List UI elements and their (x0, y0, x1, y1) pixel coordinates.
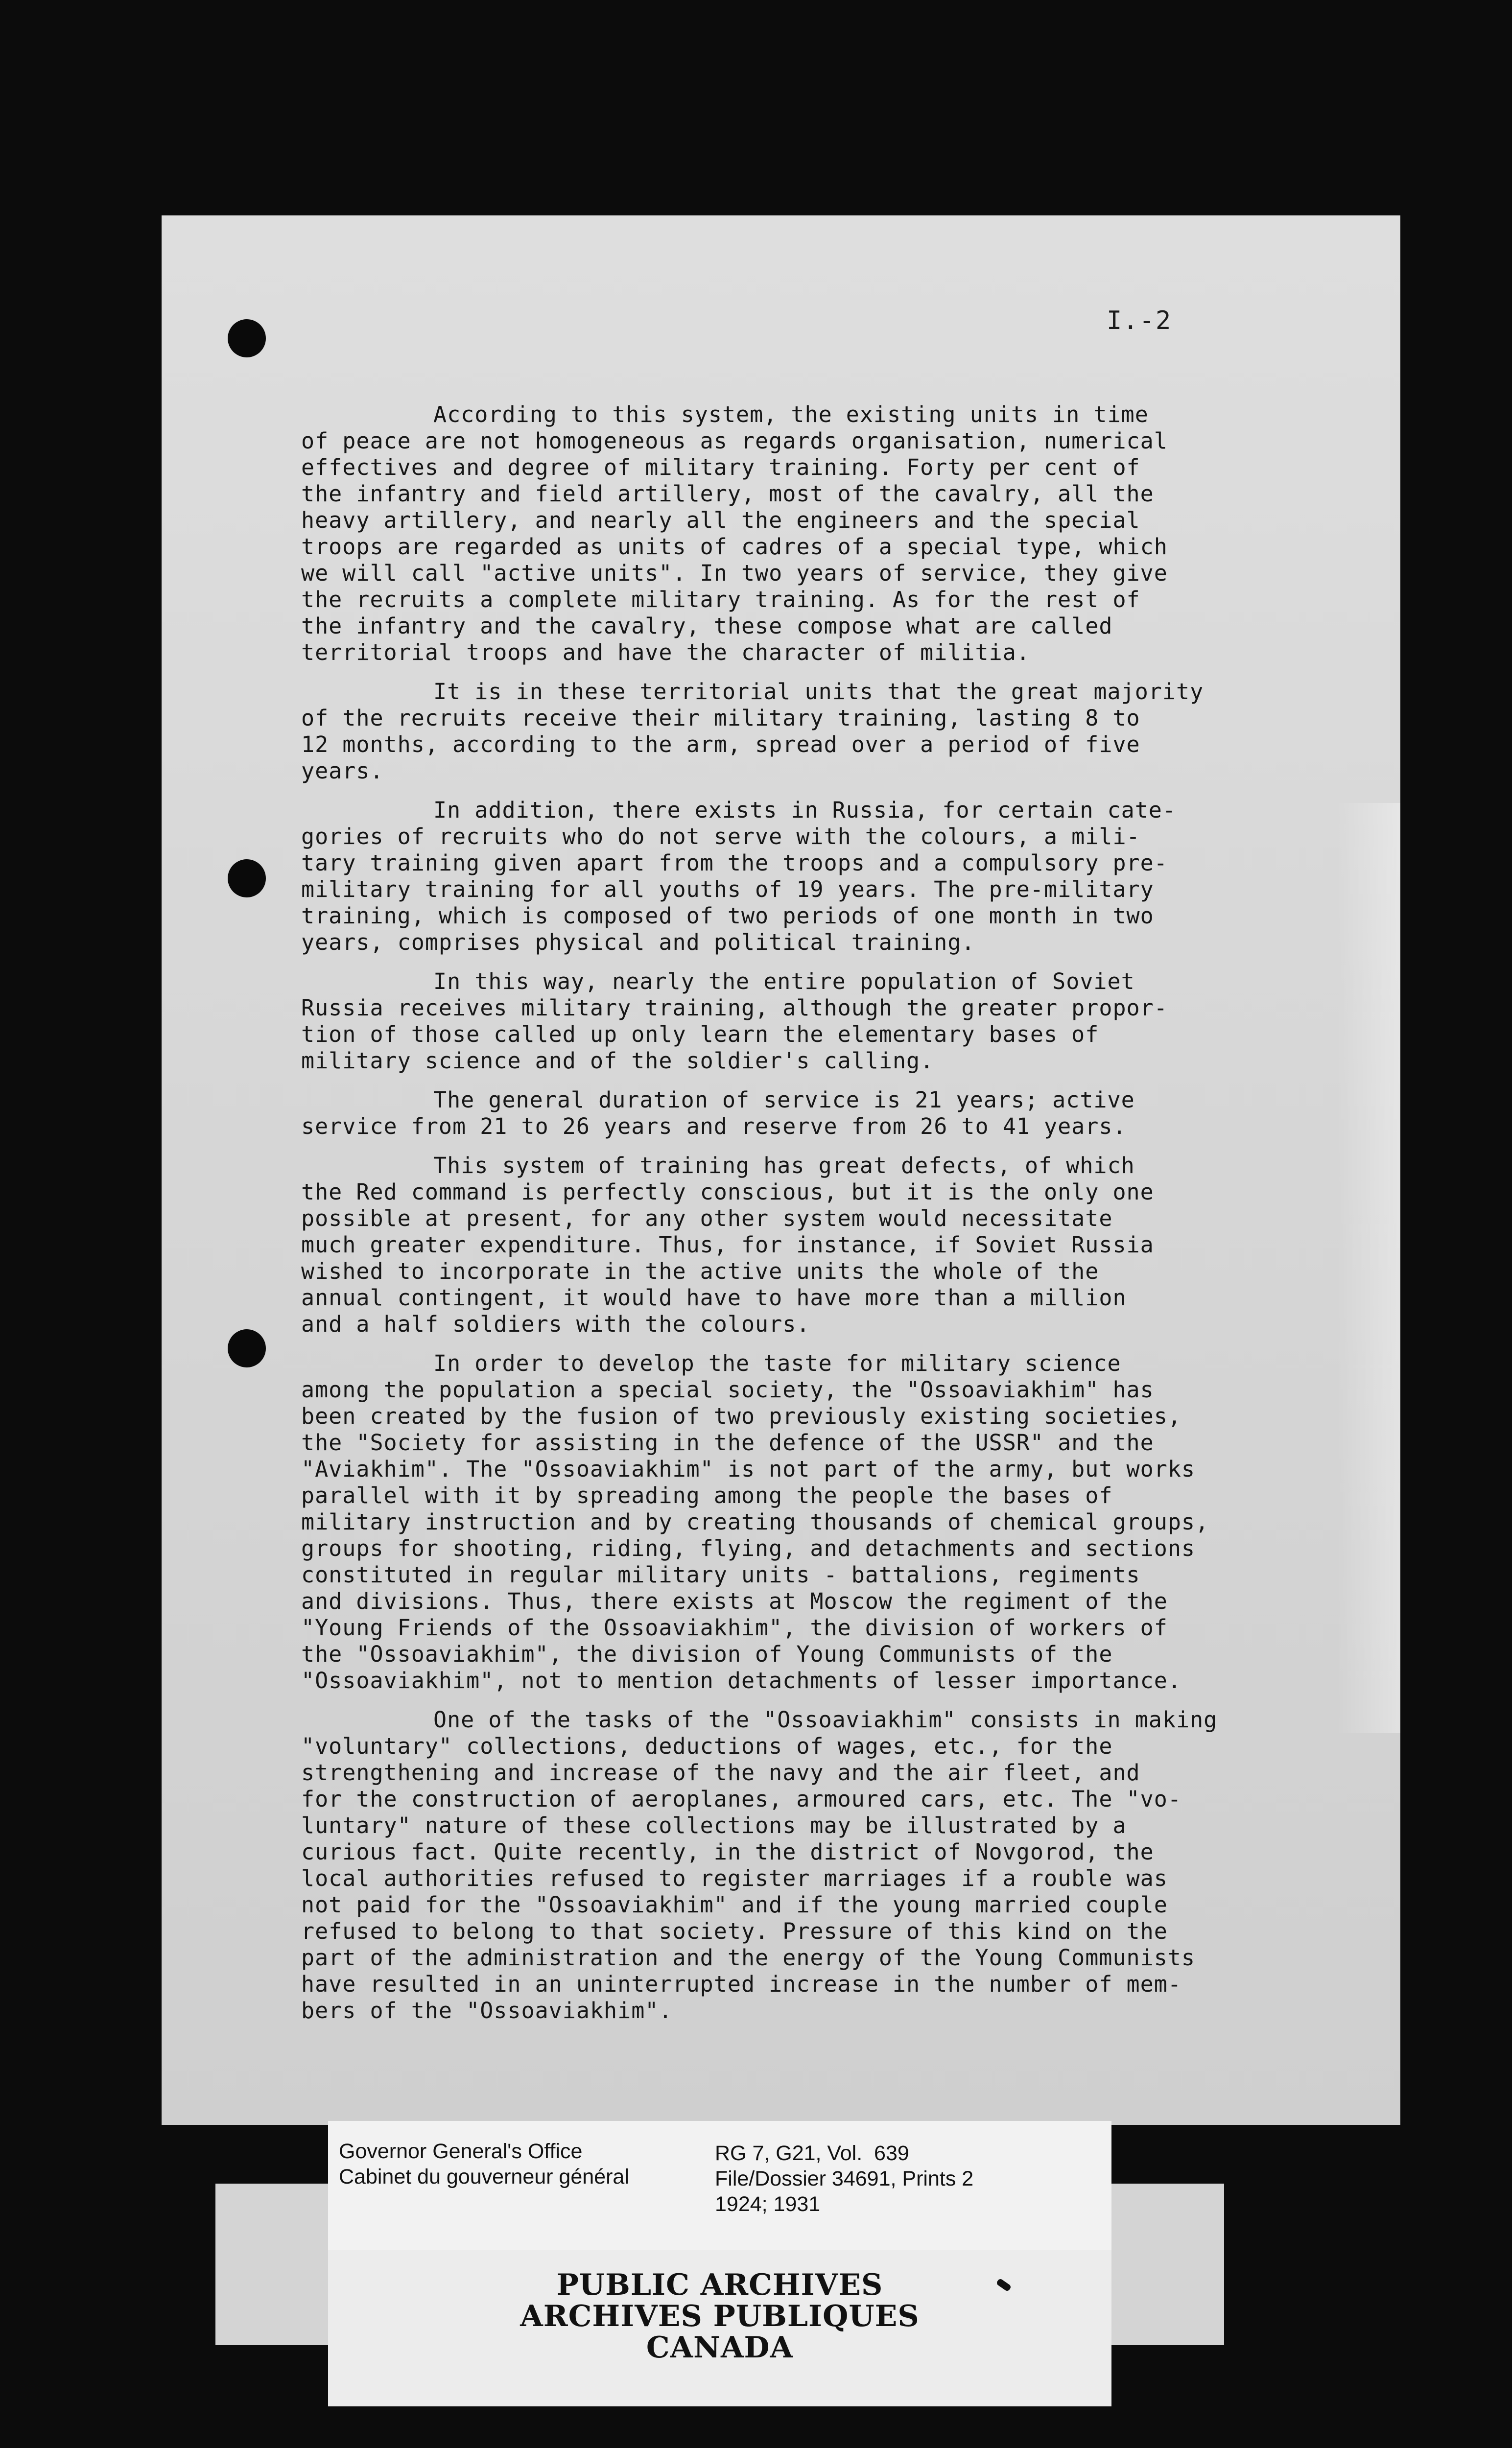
paragraph (301, 1087, 1408, 1140)
punch-hole (228, 319, 266, 357)
stamp-line-fr: ARCHIVES PUBLIQUES (520, 2299, 920, 2333)
paragraph (301, 968, 1408, 1074)
text-line: "Ossoaviakhim", not to mention detachments of lesser importance. (301, 1668, 1181, 1694)
public-archives-stamp (328, 2250, 1111, 2406)
text-line: luntary" nature of these collections may be illustrated by a (301, 1812, 1127, 1838)
document-body (301, 401, 1408, 2037)
office-name-en: Governor General's Office (339, 2140, 583, 2163)
text-line: parallel with it by spreading among the people the bases of (301, 1483, 1113, 1508)
text-line: In order to develop the taste for military science (433, 1350, 1121, 1376)
text-line: wished to incorporate in the active units the whole of the (301, 1258, 1099, 1284)
text-line: Russia receives military training, although the greater propor- (301, 995, 1168, 1021)
typed-page (162, 215, 1400, 2125)
text-line: One of the tasks of the "Ossoaviakhim" consists in making (433, 1707, 1218, 1733)
text-line: This system of training has great defects, of which (433, 1153, 1135, 1178)
text-line: annual contingent, it would have to have more than a million (301, 1285, 1127, 1311)
paragraph (301, 797, 1408, 956)
punch-hole (228, 859, 266, 897)
text-line: years. (301, 758, 384, 784)
paragraph (301, 1350, 1408, 1694)
page-number: I.-2 (1107, 306, 1172, 335)
text-line: "voluntary" collections, deductions of wages, etc., for the (301, 1733, 1113, 1759)
text-line: have resulted in an uninterrupted increase in the number of mem- (301, 1971, 1181, 1997)
text-line: curious fact. Quite recently, in the district of Novgorod, the (301, 1839, 1154, 1865)
text-line: part of the administration and the energy of the Young Communists (301, 1945, 1195, 1971)
text-line: the Red command is perfectly conscious, but it is the only one (301, 1179, 1154, 1205)
text-line: "Aviakhim". The "Ossoaviakhim" is not part of the army, but works (301, 1456, 1195, 1482)
text-line: we will call "active units". In two years of service, they give (301, 560, 1168, 586)
text-line: for the construction of aeroplanes, armoured cars, etc. The "vo- (301, 1786, 1181, 1812)
text-line: the infantry and field artillery, most of the cavalry, all the (301, 481, 1154, 507)
text-line: bers of the "Ossoaviakhim". (301, 1998, 673, 2024)
text-line: refused to belong to that society. Pressure of this kind on the (301, 1918, 1168, 1944)
text-line: and a half soldiers with the colours. (301, 1311, 810, 1337)
text-line: of the recruits receive their military training, lasting 8 to (301, 705, 1140, 731)
paragraph (301, 1153, 1408, 1338)
text-line: heavy artillery, and nearly all the engineers and the special (301, 507, 1140, 533)
text-line: strengthening and increase of the navy and the air fleet, and (301, 1760, 1140, 1786)
text-line: military instruction and by creating thousands of chemical groups, (301, 1509, 1209, 1535)
text-line: training, which is composed of two periods of one month in two (301, 903, 1154, 929)
text-line: local authorities refused to register marriages if a rouble was (301, 1865, 1168, 1891)
text-line: the recruits a complete military training. As for the rest of (301, 587, 1140, 612)
record-group: RG 7, G21, Vol. 639 (715, 2142, 909, 2165)
archive-reference (715, 2141, 973, 2217)
archive-reference-card (328, 2120, 1111, 2251)
text-line: constituted in regular military units - battalions, regiments (301, 1562, 1140, 1588)
file-number: File/Dossier 34691, Prints 2 (715, 2167, 974, 2190)
text-line: the infantry and the cavalry, these compose what are called (301, 613, 1113, 639)
text-line: It is in these territorial units that the great majority (433, 679, 1204, 705)
text-line: The general duration of service is 21 years; active (433, 1087, 1135, 1113)
text-line: gories of recruits who do not serve with the colours, a mili- (301, 824, 1140, 849)
office-name-fr: Cabinet du gouverneur général (339, 2165, 629, 2189)
text-line: service from 21 to 26 years and reserve from 26 to 41 years. (301, 1113, 1127, 1139)
text-line: years, comprises physical and political training. (301, 929, 975, 955)
text-line: not paid for the "Ossoaviakhim" and if the young married couple (301, 1892, 1168, 1918)
text-line: been created by the fusion of two previously existing societies, (301, 1403, 1181, 1429)
text-line: the "Society for assisting in the defence of the USSR" and the (301, 1430, 1154, 1456)
paragraph (301, 401, 1408, 666)
years: 1924; 1931 (715, 2192, 821, 2216)
text-line: military training for all youths of 19 years. The pre-military (301, 876, 1154, 902)
text-line: among the population a special society, the "Ossoaviakhim" has (301, 1377, 1154, 1403)
text-line: territorial troops and have the character of militia. (301, 639, 1030, 665)
text-line: In this way, nearly the entire population of Soviet (433, 968, 1135, 994)
text-line: much greater expenditure. Thus, for instance, if Soviet Russia (301, 1232, 1154, 1258)
text-line: of peace are not homogeneous as regards organisation, numerical (301, 428, 1168, 454)
text-line: groups for shooting, riding, flying, and detachments and sections (301, 1535, 1195, 1561)
paragraph (301, 1707, 1408, 2024)
text-line: troops are regarded as units of cadres of a special type, which (301, 534, 1168, 560)
paragraph (301, 679, 1408, 784)
text-line: tion of those called up only learn the elementary bases of (301, 1021, 1099, 1047)
office-name (339, 2139, 629, 2189)
stamp-line-country: CANADA (646, 2330, 794, 2365)
stamp-line-en: PUBLIC ARCHIVES (556, 2268, 883, 2302)
text-line: possible at present, for any other system would necessitate (301, 1205, 1113, 1231)
punch-hole (228, 1329, 266, 1367)
text-line: In addition, there exists in Russia, for certain cate- (433, 797, 1176, 823)
text-line: According to this system, the existing units in time (433, 401, 1149, 427)
text-line: effectives and degree of military training. Forty per cent of (301, 454, 1140, 480)
text-line: tary training given apart from the troops and a compulsory pre- (301, 850, 1168, 876)
text-line: and divisions. Thus, there exists at Moscow the regiment of the (301, 1588, 1168, 1614)
text-line: "Young Friends of the Ossoaviakhim", the division of workers of (301, 1615, 1168, 1641)
text-line: military science and of the soldier's calling. (301, 1048, 934, 1074)
text-line: 12 months, according to the arm, spread over a period of five (301, 731, 1140, 757)
text-line: the "Ossoaviakhim", the division of Young Communists of the (301, 1641, 1113, 1667)
